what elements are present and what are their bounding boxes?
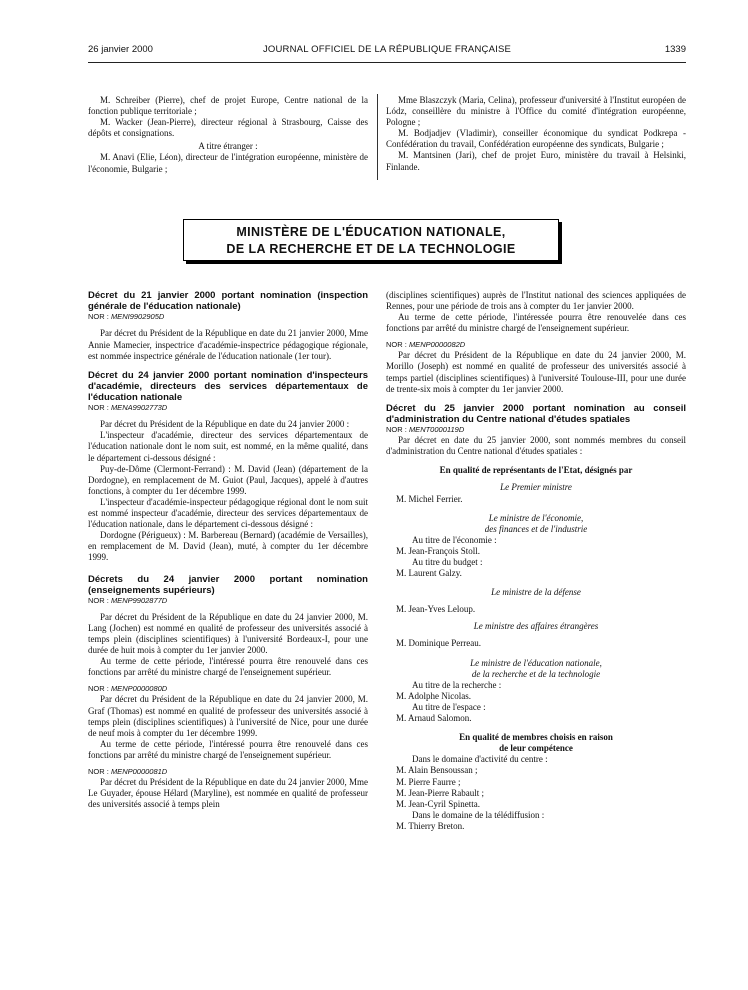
nor-code: MENP0000080D — [110, 684, 168, 694]
nor-reference — [386, 425, 686, 435]
ministry-label: Le Premier ministre — [500, 482, 572, 493]
decree-paragraph: Par décret du Président de la République en date du 24 janvier 2000, M. Graf (Thomas) est nommé en qualité de professeur des universités associé à temps plein (disciplines scientifiques) à l'université de Nice, pour une durée de neuf mois à compter du 1er décembre 1999. — [88, 694, 368, 738]
nor-label: NOR : — [88, 595, 109, 605]
nor-label: NOR : — [386, 425, 407, 435]
list-item: Mme Blaszczyk (Maria, Celina), professeur d'université à l'Institut européen de Lódz, conseillère du ministre à l'Office du comité d'intégration européenne, Pologne ; — [386, 95, 686, 128]
page-header — [88, 44, 686, 58]
decree-paragraph: L'inspecteur d'académie, directeur des services départementaux de l'éducation nationale dont le nom suit, est nommé, en la même qualité, dans le département ci-dessous désigné : — [88, 430, 368, 463]
nor-reference — [88, 312, 368, 322]
nor-code: MENP0000082D — [408, 340, 466, 350]
member-role: Dans le domaine d'activité du centre : — [412, 754, 548, 765]
ministry-line-1: MINISTÈRE DE L'ÉDUCATION NATIONALE, — [236, 225, 506, 239]
decree-title: Décret du 25 janvier 2000 portant nomination au conseil d'administration du Centre national d'études spatiales — [386, 402, 686, 425]
list-item: M. Mantsinen (Jari), chef de projet Euro, ministère du travail à Helsinki, Finlande. — [386, 150, 686, 172]
ministry-label: Le ministre de l'économie, — [488, 512, 584, 523]
nor-label: NOR : — [386, 340, 407, 350]
list-item: M. Schreiber (Pierre), chef de projet Europe, Centre national de la fonction publique territoriale ; — [88, 95, 368, 117]
member-name: M. Alain Bensoussan ; — [396, 765, 478, 776]
ministry-label: Le ministre de la défense — [491, 587, 581, 598]
decree-paragraph: Au terme de cette période, l'intéressé pourra être renouvelé dans ces fonctions par arrêté du ministre chargé de l'enseignement supérieur. — [88, 738, 368, 760]
top-left-column — [88, 95, 368, 175]
member-name: M. Jean-Pierre Rabault ; — [396, 787, 484, 798]
right-column — [386, 290, 686, 832]
decree-paragraph: Par décret du Président de la République en date du 24 janvier 2000, M. Lang (Jochen) est nommé en qualité de professeur des universités associé à temps plein (disciplines scientifiques) à l'université Bordeaux-I, pour une durée de huit mois à compter du 1er janvier 2000. — [88, 611, 368, 656]
decree-title: Décret du 21 janvier 2000 portant nomination (inspection générale de l'éducation nationale) — [88, 290, 368, 313]
nor-code: MENT0000119D — [408, 425, 465, 435]
section-heading: de leur compétence — [499, 743, 573, 754]
header-date: 26 janvier 2000 — [88, 44, 153, 55]
decree-paragraph: (disciplines scientifiques) auprès de l'Institut national des sciences appliquées de Rennes, pour une période de trois ans à compter du 1er janvier 2000. — [386, 290, 686, 312]
ministry-line-2: DE LA RECHERCHE ET DE LA TECHNOLOGIE — [226, 242, 516, 256]
nor-code: MENI9902905D — [110, 312, 165, 322]
nor-reference — [386, 340, 686, 350]
nor-reference — [88, 596, 368, 606]
nor-reference — [88, 684, 368, 694]
decree-paragraph: Par décret du Président de la République en date du 24 janvier 2000 : — [100, 419, 350, 430]
column-divider — [377, 94, 378, 180]
member-name: M. Jean-Cyril Spinetta. — [396, 798, 480, 809]
nor-reference — [88, 767, 368, 777]
nor-code: MENP0000081D — [110, 767, 168, 777]
decree-title: Décret du 24 janvier 2000 portant nomination d'inspecteurs d'académie, directeurs des services départementaux de l'éducation nationale — [88, 369, 368, 404]
decree-paragraph: L'inspecteur d'académie-inspecteur pédagogique régional dont le nom suit est nommé inspecteur d'académie, directeur des services départementaux de l'éducation nationale, dans le département ci-dessous désigné : — [88, 496, 368, 530]
ministry-label: Le ministre des affaires étrangères — [473, 621, 599, 632]
ministry-label: des finances et de l'industrie — [484, 523, 588, 534]
nor-reference — [88, 403, 368, 413]
header-rule — [88, 62, 686, 63]
decree-paragraph: Dordogne (Périgueux) : M. Barbereau (Bernard) (académie de Versailles), en remplacement de M. David (Jean), muté, à compter du 1er décembre 1999. — [88, 530, 368, 563]
member-role: Au titre de l'espace : — [412, 701, 486, 712]
list-item: M. Wacker (Jean-Pierre), directeur régional à Strasbourg, Caisse des dépôts et consignations. — [88, 117, 368, 139]
nor-label: NOR : — [88, 312, 109, 322]
member-name: M. Dominique Perreau. — [396, 638, 481, 649]
header-journal-title: JOURNAL OFFICIEL DE LA RÉPUBLIQUE FRANÇAISE — [262, 44, 512, 55]
nor-code: MENA9902773D — [110, 403, 168, 413]
member-name: M. Adolphe Nicolas. — [396, 690, 471, 701]
ministry-heading-box — [183, 219, 559, 261]
member-name: M. Laurent Galzy. — [396, 568, 462, 579]
decree-paragraph: Puy-de-Dôme (Clermont-Ferrand) : M. David (Jean) (département de la Dordogne), en remplacement de M. Guiot (Paul, Jacques), appelé à d'autres fonctions, à compter du 1er décembre 1999. — [88, 463, 368, 496]
member-name: M. Pierre Faurre ; — [396, 776, 461, 787]
section-heading: En qualité de membres choisis en raison — [459, 732, 613, 743]
section-heading: En qualité de représentants de l'Etat, désignés par — [439, 465, 633, 476]
list-item: M. Anavi (Elie, Léon), directeur de l'intégration européenne, ministère de l'économie, Bulgarie ; — [88, 152, 368, 174]
decree-paragraph: Par décret en date du 25 janvier 2000, sont nommés membres du conseil d'administration du Centre national d'études spatiales : — [386, 435, 686, 457]
member-name: M. Michel Ferrier. — [396, 493, 463, 504]
decree-paragraph: Par décret du Président de la République en date du 24 janvier 2000, M. Morillo (Joseph) est nommé en qualité de professeur des universités associé à temps partiel (disciplines scientifiques) à l'université Toulouse-III, pour une durée de trente-six mois à compter du 1er janvier 2000. — [386, 350, 686, 394]
ministry-label: Le ministre de l'éducation nationale, — [470, 657, 602, 668]
member-name: M. Arnaud Salomon. — [396, 713, 472, 724]
member-role: Au titre de l'économie : — [412, 534, 497, 545]
nor-label: NOR : — [88, 684, 109, 694]
decree-paragraph: Par décret du Président de la République en date du 21 janvier 2000, Mme Annie Mamecier, inspectrice d'académie-inspectrice pédagogique régionale, est nommée inspectrice générale de l'éducation nationale (1er tour). — [88, 328, 368, 361]
section-label: A titre étranger : — [198, 141, 258, 152]
member-name: M. Jean-François Stoll. — [396, 545, 480, 556]
member-role: Au titre du budget : — [412, 557, 483, 567]
nor-label: NOR : — [88, 403, 109, 413]
member-role: Au titre de la recherche : — [412, 679, 502, 690]
member-role: Dans le domaine de la télédiffusion : — [412, 809, 545, 820]
ministry-label: de la recherche et de la technologie — [471, 668, 601, 679]
decree-title: Décrets du 24 janvier 2000 portant nomination (enseignements supérieurs) — [88, 573, 368, 596]
decree-paragraph: Au terme de cette période, l'intéressé pourra être renouvelé dans ces fonctions par arrêté du ministre chargé de l'enseignement supérieur. — [88, 656, 368, 678]
nor-label: NOR : — [88, 767, 109, 777]
member-name: M. Jean-Yves Leloup. — [396, 604, 476, 615]
member-name: M. Thierry Breton. — [396, 820, 465, 831]
left-column — [88, 290, 368, 810]
top-right-column — [386, 95, 686, 173]
decree-paragraph: Par décret du Président de la République en date du 24 janvier 2000, Mme Le Guyader, épouse Hélard (Maryline), est nommée en qualité de professeur des universités associé à temps plein — [88, 777, 368, 810]
nor-code: MENP9902877D — [110, 595, 168, 605]
decree-paragraph: Au terme de cette période, l'intéressée pourra être renouvelée dans ces fonctions par arrêté du ministre chargé de l'enseignement supérieur. — [386, 312, 686, 334]
list-item: M. Bodjadjev (Vladimir), conseiller économique du syndicat Podkrepa - Confédération du travail, Confédération européenne des syndicats, Bulgarie ; — [386, 128, 686, 150]
header-page-number: 1339 — [664, 44, 686, 55]
